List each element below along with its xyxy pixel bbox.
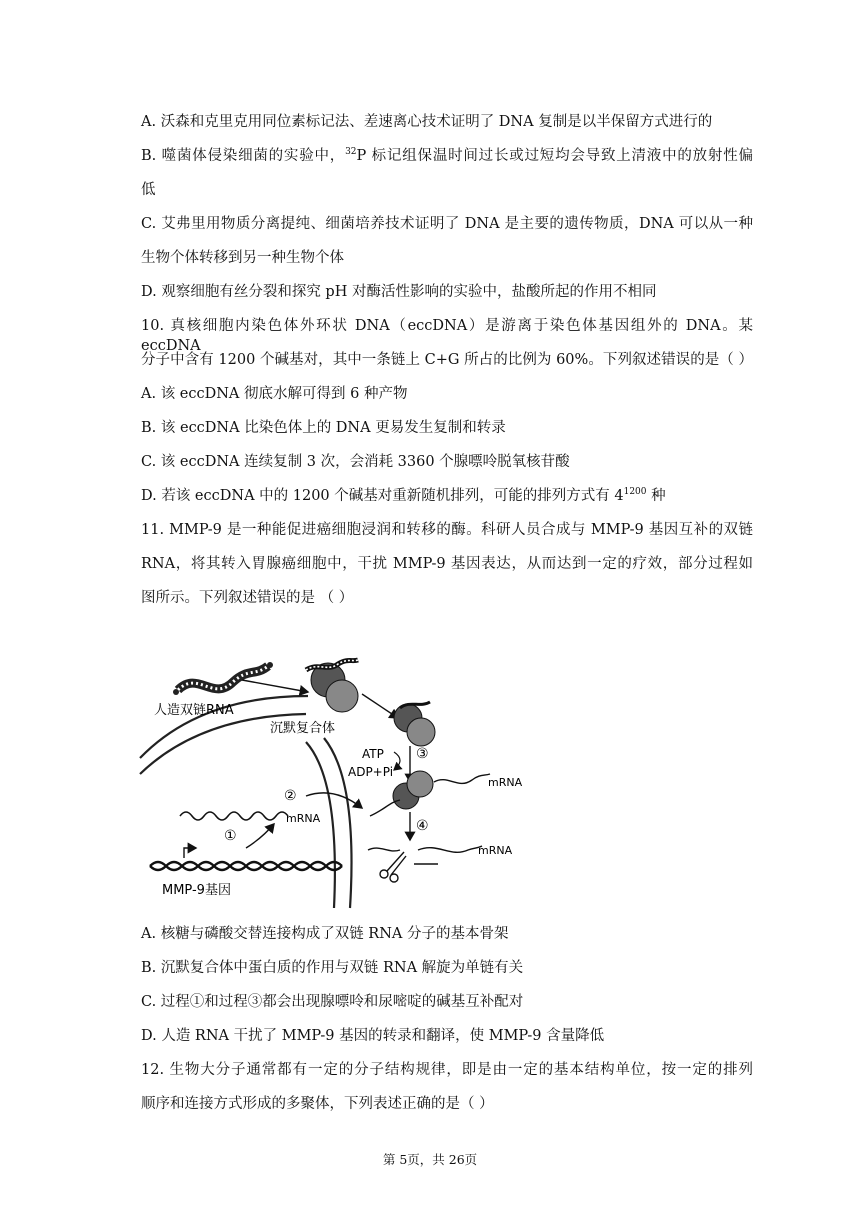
- q10-option-d-text: D. 若该 eccDNA 中的 1200 个碱基对重新随机排列，可能的排列方式有 4: [141, 488, 624, 504]
- q10-option-b: B. 该 eccDNA 比染色体上的 DNA 更易发生复制和转录: [141, 420, 506, 436]
- q9-option-c-continued: 生物个体转移到另一种生物个体: [141, 250, 344, 266]
- q9-option-b-continued: 低: [141, 182, 156, 198]
- step-2: ②: [284, 788, 297, 804]
- label-artificial-rna: 人造双链RNA: [154, 703, 234, 718]
- q9-option-b: [141, 146, 753, 166]
- superscript: 32: [345, 147, 357, 157]
- q12-stem: 12. 生物大分子通常都有一定的分子结构规律，即是由一定的基本结构单位，按一定的排列: [141, 1062, 753, 1078]
- q10-option-c: C. 该 eccDNA 连续复制 3 次，会消耗 3360 个腺嘌呤脱氧核苷酸: [141, 454, 570, 470]
- q10-stem: 10. 真核细胞内染色体外环状 DNA（eccDNA）是游离于染色体基因组外的 DNA。某 eccDNA: [141, 318, 753, 354]
- scissors-icon: [380, 852, 406, 882]
- label-adp-pi: ADP+Pi: [348, 765, 394, 779]
- q11-option-b: B. 沉默复合体中蛋白质的作用与双链 RNA 解旋为单链有关: [141, 960, 524, 976]
- label-mmp9-gene: MMP-9基因: [162, 883, 231, 898]
- q9-option-c: C. 艾弗里用物质分离提纯、细菌培养技术证明了 DNA 是主要的遗传物质，DNA 可以从一种: [141, 216, 753, 232]
- q12-stem-continued: 顺序和连接方式形成的多聚体，下列表述正确的是（ ）: [141, 1096, 494, 1112]
- superscript: 1200: [623, 487, 647, 497]
- q10-option-a: A. 该 eccDNA 彻底水解可得到 6 种产物: [141, 386, 408, 402]
- q11-option-a: A. 核糖与磷酸交替连接构成了双链 RNA 分子的基本骨架: [141, 926, 509, 942]
- q10-stem-continued: 分子中含有 1200 个碱基对，其中一条链上 C+G 所占的比例为 60%。下列叙述错误的是（ ）: [141, 352, 753, 368]
- cleaved-mrna: [368, 846, 482, 864]
- q9-option-b-text-cont: P 标记组保温时间过长或过短均会导致上清液中的放射性偏: [356, 148, 753, 164]
- activated-complex: [394, 702, 435, 746]
- q11-stem: 11. MMP-9 是一种能促进癌细胞浸润和转移的酶。科研人员合成与 MMP-9 基因互补的双链: [141, 522, 753, 538]
- q9-option-a: A. 沃森和克里克用同位素标记法、差速离心技术证明了 DNA 复制是以半保留方式进行的: [141, 114, 713, 130]
- step-3: ③: [416, 746, 429, 762]
- q10-option-d-text-cont: 种: [646, 488, 666, 504]
- label-mrna-cleaved: mRNA: [478, 844, 513, 857]
- double-stranded-rna: [173, 662, 273, 695]
- q9-option-b-text: B. 噬菌体侵染细菌的实验中，: [141, 148, 346, 164]
- q11-stem-continued: RNA，将其转入胃腺癌细胞中，干扰 MMP-9 基因表达，从而达到一定的疗效，部分过程如: [141, 556, 753, 572]
- q11-stem-end: 图所示。下列叙述错误的是 （ ）: [141, 590, 354, 606]
- label-atp: ATP: [362, 747, 384, 761]
- mmp9-gene-helix: [150, 848, 342, 870]
- q11-option-d: D. 人造 RNA 干扰了 MMP-9 基因的转录和翻译，使 MMP-9 含量降低: [141, 1028, 605, 1044]
- label-mrna-bound: mRNA: [488, 776, 523, 789]
- q11-option-c: C. 过程①和过程③都会出现腺嘌呤和尿嘧啶的碱基互补配对: [141, 994, 524, 1010]
- step-4: ④: [416, 818, 429, 834]
- q10-option-d: [141, 486, 666, 506]
- q9-option-d: D. 观察细胞有丝分裂和探究 pH 对酶活性影响的实验中，盐酸所起的作用不相同: [141, 284, 657, 300]
- label-silencing-complex: 沉默复合体: [270, 721, 336, 736]
- nuclear-pore-wall: [306, 742, 335, 908]
- nuclear-pore-wall-2: [324, 738, 352, 908]
- rna-interference-diagram: [138, 640, 538, 912]
- step-1: ①: [224, 828, 237, 844]
- page-footer: 第 5页，共 26页: [382, 1152, 478, 1167]
- silencing-complex: [306, 660, 358, 712]
- label-mrna-nucleus: mRNA: [286, 812, 321, 825]
- mrna-transcript: [180, 812, 288, 820]
